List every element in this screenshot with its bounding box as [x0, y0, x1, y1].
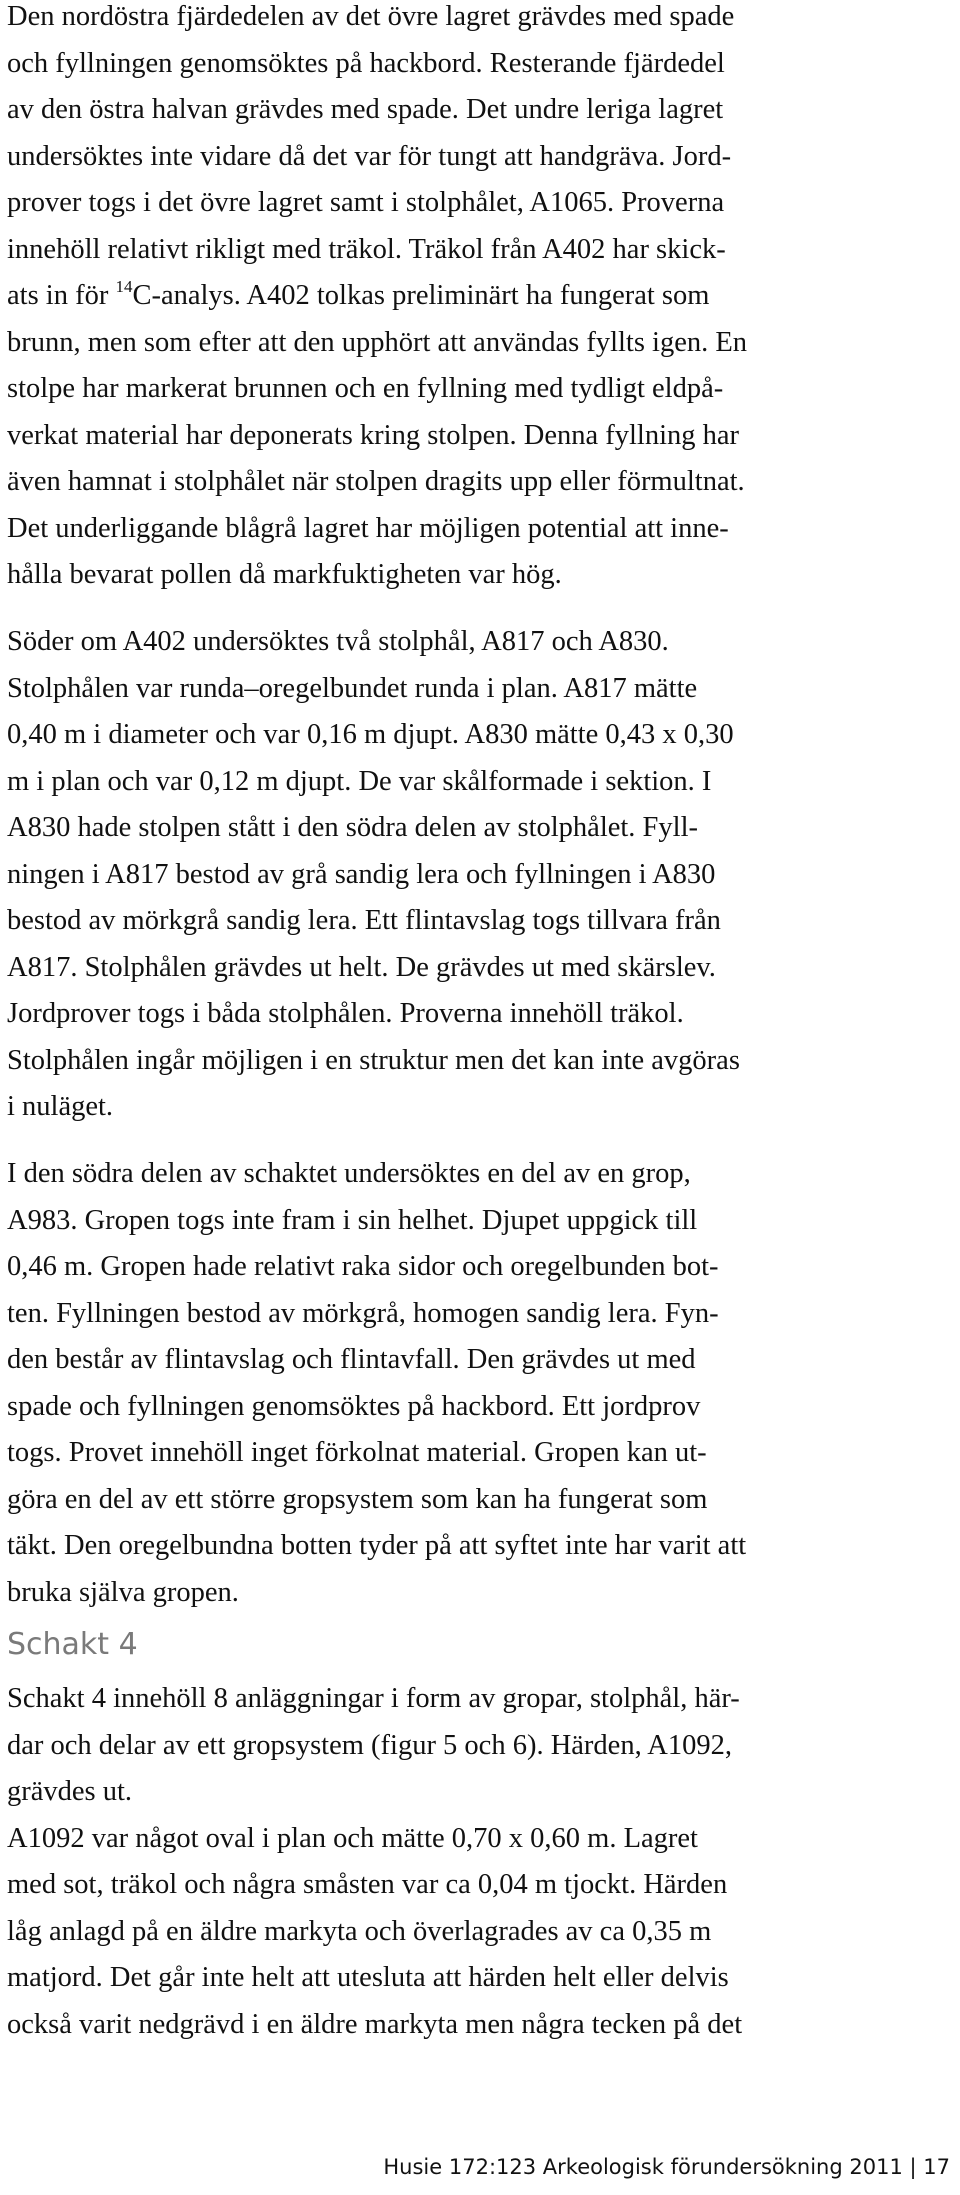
body-text-line: i nuläget.: [7, 1091, 114, 1122]
body-text-line: matjord. Det går inte helt att utesluta att härden helt eller delvis: [7, 1962, 729, 1993]
body-text-line: låg anlagd på en äldre markyta och överlagrades av ca 0,35 m: [7, 1916, 712, 1947]
body-text-line: innehöll relativt rikligt med träkol. Träkol från A402 har skick-: [7, 234, 726, 265]
body-text-line: m i plan och var 0,12 m djupt. De var skålformade i sektion. I: [7, 766, 712, 797]
body-text-line: Stolphålen var runda–oregelbundet runda i plan. A817 mätte: [7, 673, 698, 704]
body-text-line: ten. Fyllningen bestod av mörkgrå, homogen sandig lera. Fyn-: [7, 1298, 719, 1329]
body-text-line: stolpe har markerat brunnen och en fyllning med tydligt eldpå-: [7, 373, 724, 404]
body-text-line: Det underliggande blågrå lagret har möjligen potential att inne-: [7, 513, 729, 544]
document-page: [7, 0, 960, 2195]
page-number: 17: [923, 2155, 950, 2179]
body-text-line: A983. Gropen togs inte fram i sin helhet. Djupet uppgick till: [7, 1205, 698, 1236]
section-heading: Schakt 4: [7, 1627, 138, 1662]
body-text-line: göra en del av ett större gropsystem som kan ha fungerat som: [7, 1484, 708, 1515]
body-text-line: Schakt 4 innehöll 8 anläggningar i form av gropar, stolphål, här-: [7, 1683, 740, 1714]
body-text-line: också varit nedgrävd i en äldre markyta men några tecken på det: [7, 2009, 743, 2040]
body-text-line: Stolphålen ingår möjligen i en struktur men det kan inte avgöras: [7, 1045, 740, 1076]
body-text-line: A817. Stolphålen grävdes ut helt. De grävdes ut med skärslev.: [7, 952, 716, 983]
body-text-line: verkat material har deponerats kring stolpen. Denna fyllning har: [7, 420, 740, 451]
body-text-line: grävdes ut.: [7, 1776, 133, 1807]
body-text-line: 0,46 m. Gropen hade relativt raka sidor och oregelbunden bot-: [7, 1251, 719, 1282]
text-fragment: C-analys. A402 tolkas preliminärt ha fungerat som: [132, 280, 710, 311]
body-text-line: 0,40 m i diameter och var 0,16 m djupt. A830 mätte 0,43 x 0,30: [7, 719, 734, 750]
superscript: 14: [115, 277, 133, 296]
body-text-line: ningen i A817 bestod av grå sandig lera och fyllningen i A830: [7, 859, 716, 890]
body-text-line: bestod av mörkgrå sandig lera. Ett flintavslag togs tillvara från: [7, 905, 721, 936]
body-text-line: A1092 var något oval i plan och mätte 0,70 x 0,60 m. Lagret: [7, 1823, 698, 1854]
body-text-line: med sot, träkol och några småsten var ca 0,04 m tjockt. Härden: [7, 1869, 728, 1900]
footer-publication: Husie 172:123 Arkeologisk förundersökning 2011: [383, 2155, 903, 2179]
body-text-line: I den södra delen av schaktet undersöktes en del av en grop,: [7, 1158, 691, 1189]
body-text-line: hålla bevarat pollen då markfuktigheten var hög.: [7, 559, 562, 590]
body-text-line: prover togs i det övre lagret samt i stolphålet, A1065. Proverna: [7, 187, 725, 218]
body-text-line: [7, 277, 710, 311]
body-text-line: och fyllningen genomsöktes på hackbord. Resterande fjärdedel: [7, 48, 725, 79]
body-text-line: täkt. Den oregelbundna botten tyder på att syftet inte har varit att: [7, 1530, 747, 1561]
body-text-line: även hamnat i stolphålet när stolpen dragits upp eller förmultnat.: [7, 466, 745, 497]
body-text-line: av den östra halvan grävdes med spade. Det undre leriga lagret: [7, 94, 724, 125]
body-text-line: Den nordöstra fjärdedelen av det övre lagret grävdes med spade: [7, 1, 735, 32]
body-text-line: A830 hade stolpen stått i den södra delen av stolphålet. Fyll-: [7, 812, 698, 843]
body-text-line: undersöktes inte vidare då det var för tungt att handgräva. Jord-: [7, 141, 732, 172]
body-text-line: Söder om A402 undersöktes två stolphål, A817 och A830.: [7, 626, 669, 657]
body-text-line: brunn, men som efter att den upphört att användas fyllts igen. En: [7, 327, 748, 358]
body-text-line: spade och fyllningen genomsöktes på hackbord. Ett jordprov: [7, 1391, 701, 1422]
body-text-line: bruka själva gropen.: [7, 1577, 239, 1608]
body-text-line: togs. Provet innehöll inget förkolnat material. Gropen kan ut-: [7, 1437, 707, 1468]
text-fragment: ats in för: [7, 280, 116, 311]
body-text-line: den består av flintavslag och flintavfall. Den grävdes ut med: [7, 1344, 696, 1375]
footer-separator: |: [909, 2155, 917, 2179]
body-text-line: dar och delar av ett gropsystem (figur 5 och 6). Härden, A1092,: [7, 1730, 732, 1761]
body-text-line: Jordprover togs i båda stolphålen. Proverna innehöll träkol.: [7, 998, 684, 1029]
